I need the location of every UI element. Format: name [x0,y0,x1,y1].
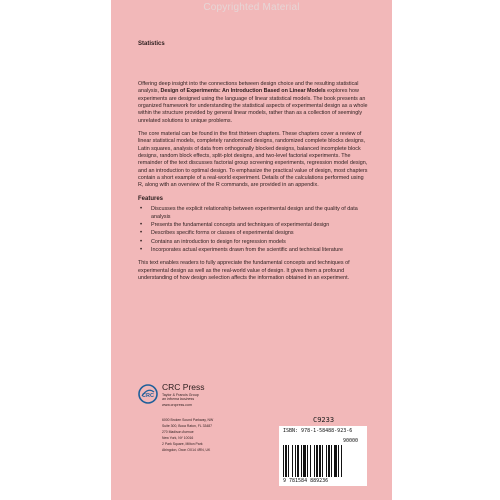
logo-text: CRC [142,393,154,399]
barcode-number: 9 781584 889236 [283,478,329,484]
features-heading: Features [138,195,164,202]
category-label: Statistics [138,41,165,47]
barcode-bar [319,445,321,477]
barcode-bar [295,445,296,477]
barcode-bar [303,445,306,477]
feature-item: • Describes specific forms or classes of experimental designs [138,230,369,237]
barcode-bar [301,445,302,477]
barcode-bar [322,445,323,477]
feature-item: • Incorporates actual experiments drawn from the scientific and technical literature [138,247,369,254]
address-abingdon: 2 Park Square, Milton Park Abingdon, Oxon OX14 4RN, UK [162,442,211,452]
barcode-image [283,445,363,477]
barcode-bar [285,445,287,477]
barcode-bar [341,445,342,477]
intro-paragraph: Offering deep insight into the connections between design choice and the resulting statistical analysis, Design of Experiments: An Introduction Based on Linear Models explores how experiments are designed using the language of linear statistical models. The book presents an organized framework for understanding the statistical aspects of experimental design as a whole within the structure provided by general linear models, rather than as a collection of seemingly unrelated solutions to unique problems. [138,81,368,124]
barcode-bar [292,445,293,477]
publisher-group: Taylor & Francis Group an informa business [162,393,199,402]
barcode-bar [288,445,289,477]
feature-item: • Presents the fundamental concepts and techniques of experimental design [138,222,369,229]
barcode-bar [314,445,315,477]
closing-paragraph: This text enables readers to fully appreciate the fundamental concepts and techniques of experimental design as well as the real-world value of design. It gives them a profound understanding of how design selection affects the information obtained in an experiment. [138,260,350,281]
publisher-name: CRC Press [162,382,205,392]
feature-item: • Discusses the explicit relationship between experimental design and the quality of data analysis [138,206,369,221]
features-list [138,206,369,254]
publisher-url: www.crcpress.com [162,403,192,407]
barcode-bar [310,445,311,477]
price-code: 90000 [343,438,359,444]
address-new-york: 270 Madison Avenue New York, NY 10016 [162,430,194,440]
barcode-bar [326,445,327,477]
copyright-watermark: Copyrighted Material [203,2,300,13]
barcode-bar [297,445,299,477]
book-title: Design of Experiments: An Introduction Based on Linear Models [160,88,326,95]
publisher-addresses [162,418,213,454]
cover-description [138,81,369,288]
address-boca-raton: 6000 Broken Sound Parkway, NW Suite 300, Boca Raton, FL 33487 [162,418,214,428]
barcode-bar [283,445,284,477]
core-paragraph: The core material can be found in the first thirteen chapters. These chapters cover a review of linear statistical models, completely randomized designs, randomized complete blocks designs, Latin squares, analysis of data from orthogonally blocked designs, balanced incomplete block designs, random block effects, split-plot designs, and two-level factorial experiments. The remainder of the text discusses factorial group screening experiments, regression model design, and an introduction to optimal design. To emphasize the practical value of design, most chapters contain a short example of a real-world experiment. Details of the calculations performed using R, along with an overview of the R commands, are provided in an appendix. [138,131,368,189]
isbn-text: ISBN: 978-1-58488-923-6 [283,428,353,434]
barcode-box [279,426,367,486]
back-cover [111,0,392,500]
barcode-bar [338,445,339,477]
barcode-bar [331,445,332,477]
feature-item: • Contains an introduction to design for regression models [138,239,369,246]
crc-press-logo [138,384,158,404]
product-code: C9233 [313,416,335,424]
barcode-bar [334,445,337,477]
barcode-bar [307,445,308,477]
barcode-bar [316,445,318,477]
barcode-bar [328,445,330,477]
